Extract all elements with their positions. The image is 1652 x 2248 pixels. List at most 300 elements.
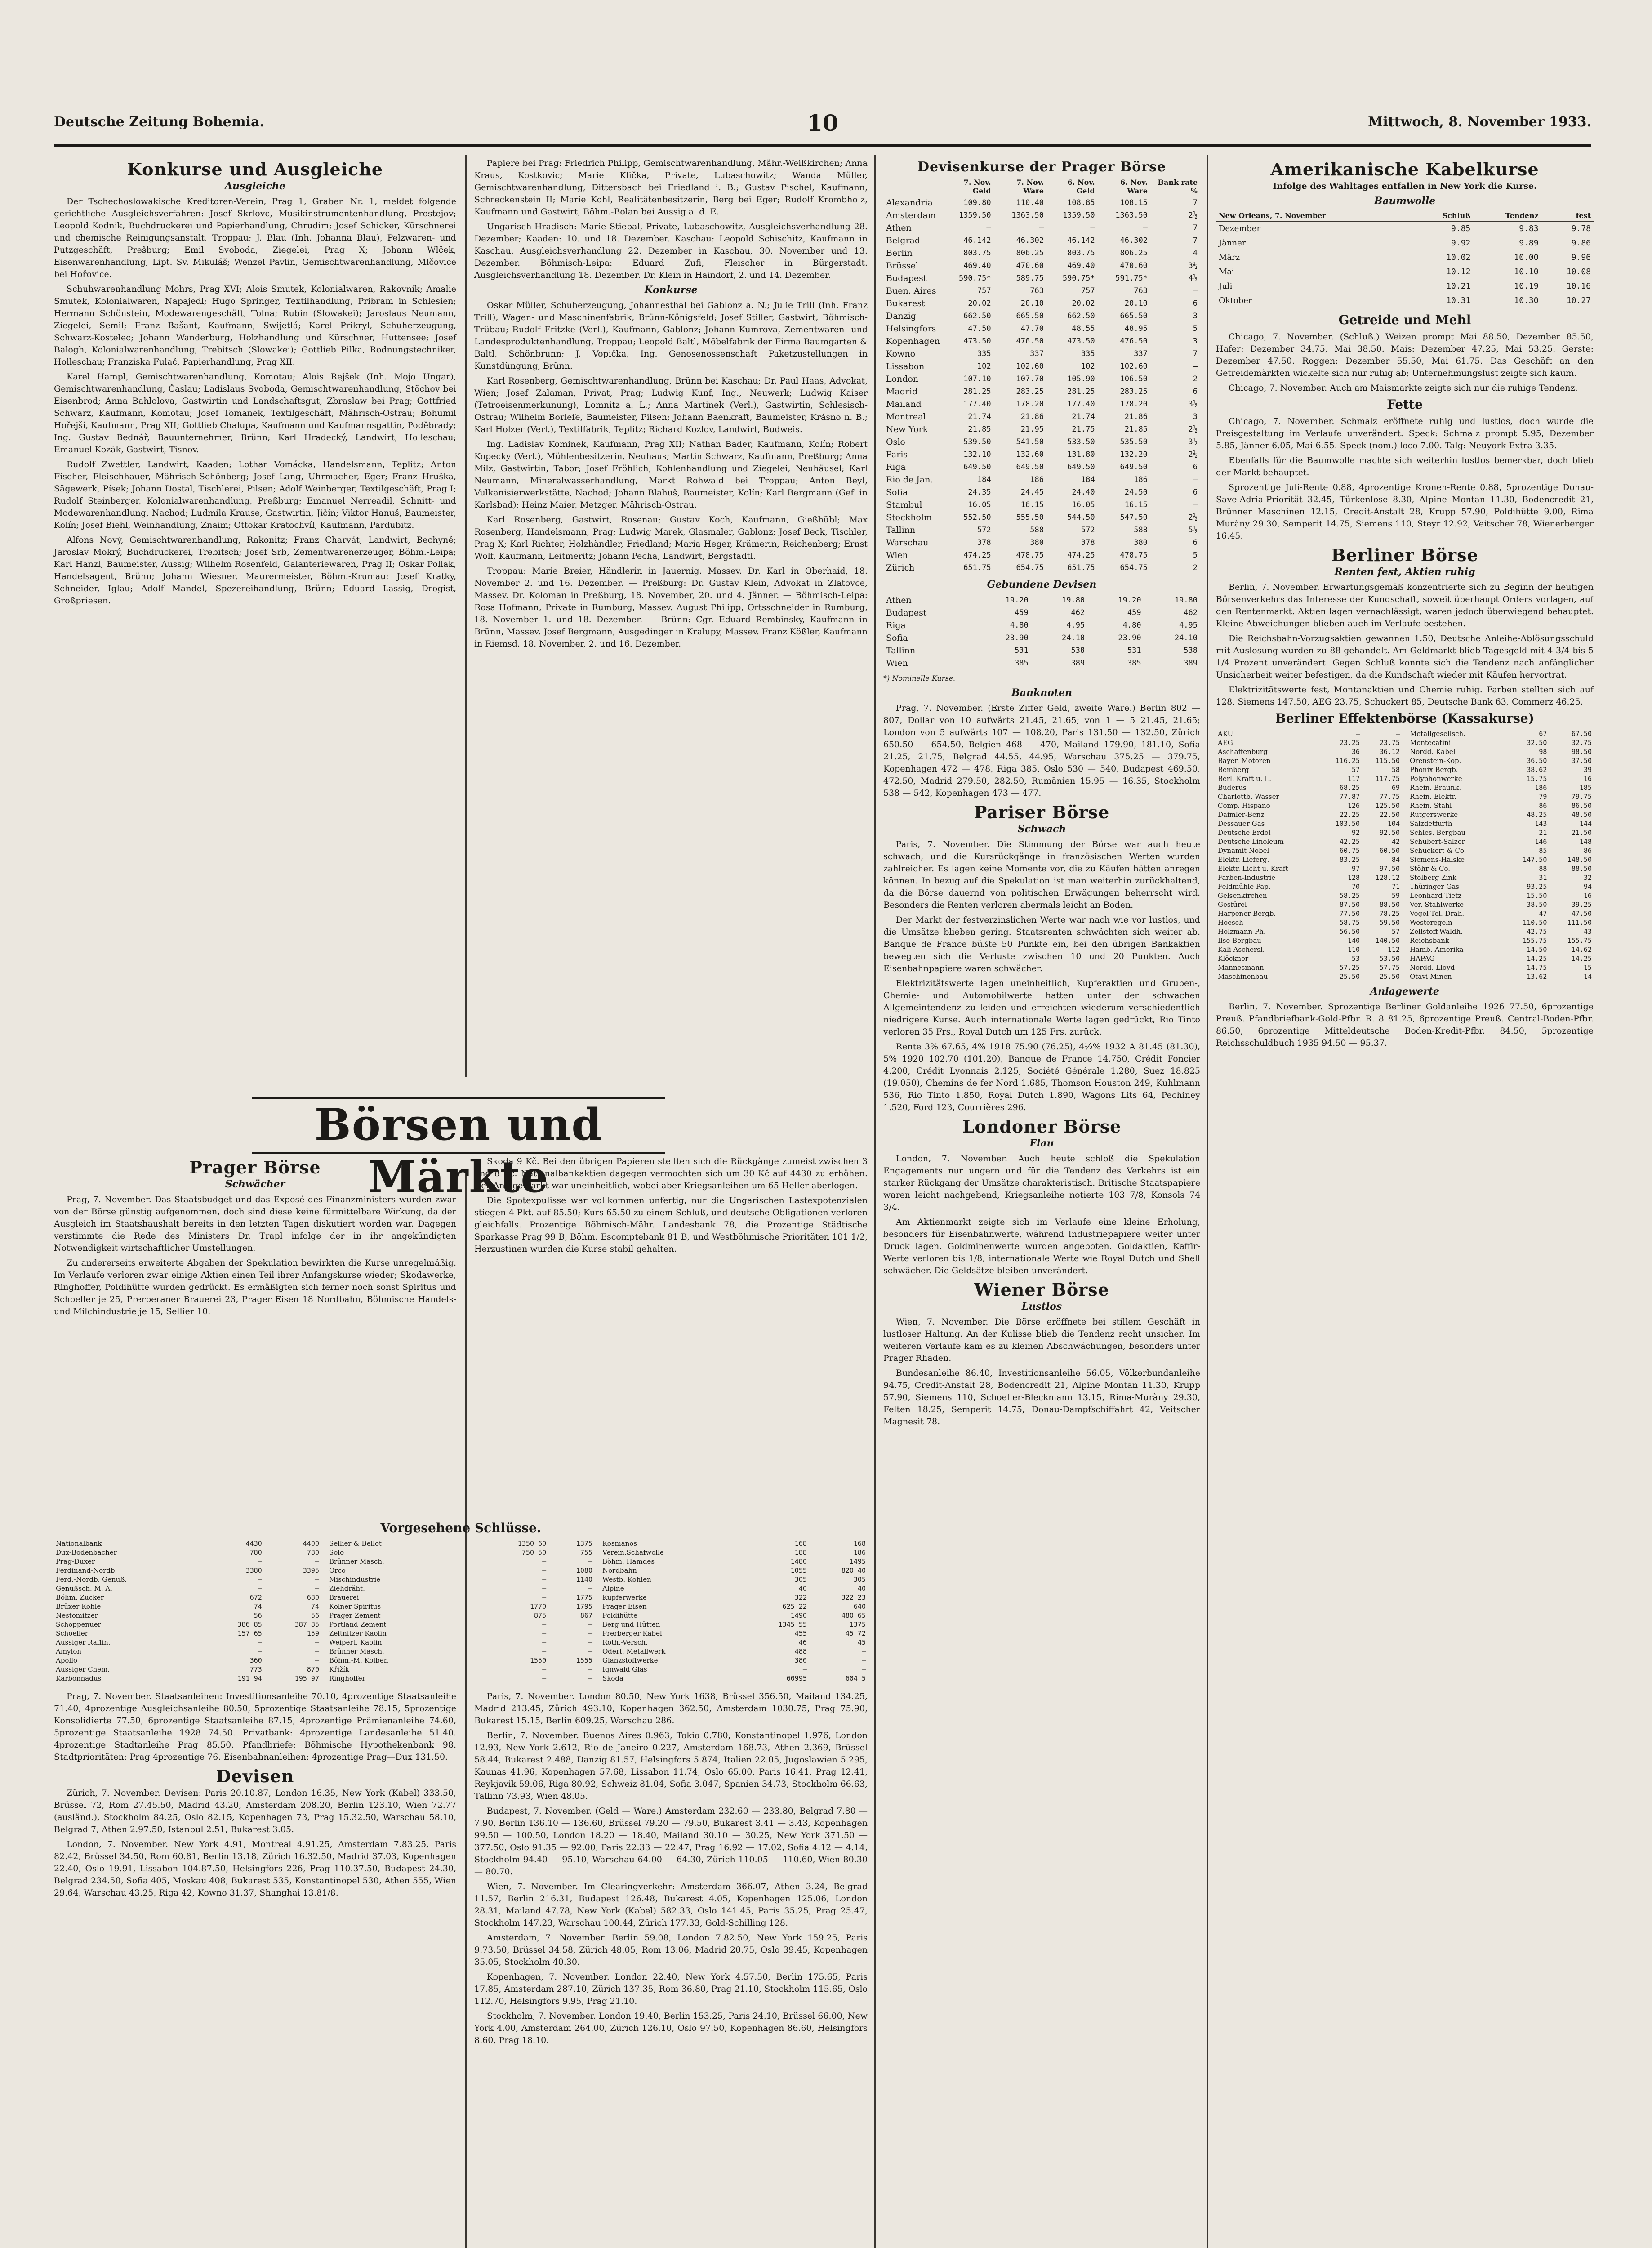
stock-row — [1408, 927, 1594, 936]
row-value: 4.95 — [1066, 621, 1085, 630]
fette-title: Fette — [1387, 397, 1423, 412]
row-value: 46.142 — [1067, 236, 1095, 245]
stock-row — [601, 1611, 868, 1620]
row-value: 1480 — [790, 1557, 807, 1566]
row-value: 56.50 — [1339, 928, 1360, 936]
row-label: Berl. Kraft u. L. — [1218, 775, 1271, 783]
row-label: Wien — [886, 658, 908, 668]
table-row — [883, 234, 1200, 247]
row-value: — — [986, 223, 991, 232]
row-value: 283.25 — [1016, 387, 1044, 396]
row-value: 23.75 — [1379, 739, 1400, 747]
stock-row — [327, 1539, 594, 1548]
row-value: 19.80 — [1061, 596, 1085, 605]
stock-row — [54, 1611, 321, 1620]
newspaper-name: Deutsche Zeitung Bohemia. — [54, 114, 264, 130]
row-value: 159 — [307, 1629, 319, 1637]
row-label: Ferdinand-Nordb. — [56, 1566, 117, 1574]
table-row — [883, 594, 1200, 607]
table-row — [883, 373, 1200, 385]
row-value: 7 — [1193, 236, 1198, 245]
article-paragraph: Bundesanleihe 86.40, Investitionsanleihe 56.05, Völkerbundanleihe 94.75, Credit-Anstalt 28, Bodencredit 21, Alpine Montan 11.30, Krupp 57.90, Siemens 110, Schoeller-Bleckmann 13.15, Rima-Muràny 29.30, Felten 18.25, Semperit 14.75, Donau-Dampfschiffahrt 42, Veitscher Magnesit 78. — [883, 1368, 1200, 1427]
row-label: HAPAG — [1410, 955, 1435, 963]
row-value: 10.12 — [1446, 267, 1471, 277]
stock-row — [601, 1584, 868, 1593]
row-value: 102.60 — [1120, 362, 1148, 371]
stock-row — [1216, 819, 1402, 828]
row-value: — — [588, 1557, 592, 1566]
row-value: 103.50 — [1335, 820, 1360, 828]
row-value: 16 — [1583, 892, 1592, 900]
row-value: 649.50 — [1067, 463, 1095, 472]
table-header-row — [883, 178, 1200, 196]
row-value: 19.20 — [1118, 596, 1141, 605]
stock-row — [1216, 900, 1402, 909]
row-value: 108.15 — [1120, 198, 1148, 207]
table-row — [883, 423, 1200, 436]
row-value: 1080 — [576, 1566, 592, 1574]
stock-row — [1408, 774, 1594, 783]
row-label: Sofia — [886, 633, 908, 643]
stock-row — [601, 1548, 868, 1557]
column-2 — [474, 157, 868, 653]
amerikanische-intro: Infolge des Wahltages entfallen in New York die Kurse. — [1273, 181, 1537, 191]
row-label: Aussiger Chem. — [56, 1665, 110, 1673]
effekten-title: Berliner Effektenbörse (Kassakurse) — [1275, 711, 1534, 726]
row-value: — — [258, 1575, 262, 1583]
article-paragraph: Troppau: Marie Breier, Händlerin in Jauernig. Massev. Dr. Karl in Oberhaid, 18. November 2. und 16. Dezember. — Preßburg: Dr. Gustav Klein, Advokat in Zlatovce, Massev. Dr. Koloman in Preßburg, 18. November, 20. und 4. Jänner. — Böhmisch-Leipa: Rosa Hofmann, Private in Rumburg, Massev. August Philipp, Ortsschneider in Rumburg, 18. November 1. und 18. Dezember. — Brünn: Cgr. Eduard Rembinsky, Kaufmann in Brünn, Massev. Josef Bergmann, Ausgedinger in Kralupy, Massev. Franz Kößler, Kaufmann in Riemsd. 18. November, 2. und 16. Dezember. — [474, 566, 868, 649]
row-label: Ziehdräht. — [329, 1584, 365, 1592]
row-value: 7 — [1193, 198, 1198, 207]
stock-row — [1408, 837, 1594, 846]
row-value: — — [588, 1647, 592, 1655]
anlage-title: Anlagewerte — [1370, 986, 1439, 997]
row-label: Thüringer Gas — [1410, 883, 1459, 891]
row-value: 128 — [1347, 874, 1360, 882]
row-value: 803.75 — [1067, 249, 1095, 258]
row-value: 755 — [580, 1548, 592, 1557]
devisen-cont — [474, 1690, 868, 2049]
row-value: 10.10 — [1514, 267, 1539, 277]
row-label: Stolberg Zink — [1410, 874, 1457, 882]
row-value: 651.75 — [963, 563, 991, 572]
row-label: Schles. Bergbau — [1410, 829, 1466, 837]
row-label: Reichsbank — [1410, 937, 1450, 945]
row-value: 1140 — [576, 1575, 592, 1583]
stock-row — [327, 1602, 594, 1611]
row-value: 305 — [853, 1575, 866, 1583]
row-value: 10.02 — [1446, 253, 1471, 262]
row-value: 168 — [853, 1539, 866, 1548]
row-label: Berg und Hütten — [602, 1620, 660, 1628]
row-label: Daimler-Benz — [1218, 811, 1265, 819]
row-value: 42.25 — [1339, 838, 1360, 846]
row-value: 387 85 — [294, 1620, 319, 1628]
row-value: — — [588, 1584, 592, 1592]
row-label: Siemens-Halske — [1410, 856, 1465, 864]
row-value: 3½ — [1188, 400, 1198, 409]
row-label: Verein.Schafwolle — [602, 1548, 664, 1557]
table-row — [883, 562, 1200, 574]
row-value: 3 — [1193, 412, 1198, 421]
row-value: 184 — [1081, 475, 1095, 484]
row-value: 1350 60 — [517, 1539, 547, 1548]
row-value: — — [258, 1584, 262, 1592]
row-value: 283.25 — [1120, 387, 1148, 396]
row-value: 116.25 — [1335, 757, 1360, 765]
row-value: 473.50 — [963, 337, 991, 346]
row-value: 36 — [1352, 748, 1360, 756]
row-label: Dessauer Gas — [1218, 820, 1265, 828]
row-value: 77.87 — [1339, 793, 1360, 801]
row-value: — — [315, 1557, 319, 1566]
stock-row — [601, 1539, 868, 1548]
row-label: Amylon — [56, 1647, 82, 1655]
row-value: 649.50 — [1120, 463, 1148, 472]
stock-row — [1216, 909, 1402, 918]
row-value: 16.05 — [968, 500, 991, 509]
row-label: Madrid — [886, 387, 918, 397]
row-value: 1490 — [790, 1611, 807, 1619]
row-value: 531 — [1127, 646, 1141, 655]
row-value: 32 — [1583, 874, 1592, 882]
row-value: 672 — [249, 1593, 262, 1601]
row-value: 39 — [1583, 766, 1592, 774]
row-label: Metallgesellsch. — [1410, 730, 1465, 738]
row-value: 462 — [1184, 608, 1198, 617]
article-paragraph: Der Tschechoslowakische Kreditoren-Verein, Prag 1, Graben Nr. 1, meldet folgende gerichtliche Ausgleichsverfahren: Josef Skrlovc, Musikinstrumentenhandlung, Prostejov; Leopold Kodnik, Buchdruckerei und Papierhandlung, Chrudim; Josef Schicker, Kürschnerei und chemische Reinigungsanstalt, Troppau; J. Blau (Inh. Johanna Blau), Pelzwaren- und Putzgeschäft, Prešburg; Emil Svoboda, Ziegelei, Prag X; Johann Wlček, Eisenwarenhandlung, Lipt. Sv. Mikuláš; Wenzel Pavlin, Gemischtwarenhandlung, Mlčovice bei Hořovice. — [54, 196, 456, 279]
row-value: 88 — [1539, 865, 1547, 873]
row-value: 14.50 — [1527, 946, 1547, 954]
table-row — [883, 410, 1200, 423]
row-label: Danzig — [886, 311, 917, 321]
row-value: 112 — [1387, 946, 1400, 954]
table-row — [883, 222, 1200, 234]
issue-date: Mittwoch, 8. November 1933. — [1368, 114, 1591, 130]
row-value: — — [542, 1620, 547, 1628]
row-value: 144 — [1579, 820, 1592, 828]
row-value: 1795 — [576, 1602, 592, 1610]
row-value: 1550 — [530, 1656, 547, 1664]
row-value: 21.74 — [968, 412, 991, 421]
row-label: Zürich — [886, 563, 915, 573]
stock-row — [1216, 891, 1402, 900]
stock-row — [601, 1620, 868, 1629]
row-value: 1375 — [576, 1539, 592, 1548]
row-value: 6 — [1193, 463, 1198, 472]
table-row — [883, 322, 1200, 335]
table-row — [883, 285, 1200, 297]
staatsanleihen — [54, 1690, 456, 1902]
stock-row — [1408, 909, 1594, 918]
row-value: 15.75 — [1527, 775, 1547, 783]
row-value: 15.50 — [1527, 892, 1547, 900]
row-value: 70 — [1352, 883, 1360, 891]
row-value: 186 — [1535, 784, 1547, 792]
row-value: 45 — [857, 1638, 866, 1646]
table-row — [883, 499, 1200, 511]
row-value: 98 — [1539, 748, 1547, 756]
row-value: 470.60 — [1120, 261, 1148, 270]
row-value: 22.50 — [1379, 811, 1400, 819]
row-value: 459 — [1015, 608, 1029, 617]
row-value: 385 — [1015, 659, 1029, 668]
row-value: 470.60 — [1016, 261, 1044, 270]
row-label: Leonhard Tietz — [1410, 892, 1462, 900]
stock-row — [1408, 855, 1594, 864]
table-row — [883, 297, 1200, 310]
row-value: 148.50 — [1567, 856, 1592, 864]
row-value: 3 — [1193, 337, 1198, 346]
prager-boerse-subtitle: Schwächer — [225, 1178, 285, 1190]
row-value: — — [1193, 500, 1198, 509]
row-value: 654.75 — [1120, 563, 1148, 572]
banknoten-title: Banknoten — [1011, 687, 1072, 699]
row-value: 77.50 — [1339, 910, 1360, 918]
row-value: 132.20 — [1120, 450, 1148, 459]
row-value: 360 — [249, 1656, 262, 1664]
row-value: 9.78 — [1571, 224, 1591, 233]
row-value: 10.08 — [1566, 267, 1591, 277]
row-value: 58.75 — [1339, 919, 1360, 927]
row-value: 14.25 — [1571, 955, 1592, 963]
column-header: fest — [1541, 210, 1594, 221]
row-value: 104 — [1387, 820, 1400, 828]
row-label: Harpener Bergb. — [1218, 910, 1276, 918]
row-value: — — [1143, 223, 1148, 232]
article-paragraph: Die Spotexpulisse war vollkommen unfertig, nur die Ungarischen Lastexpotenzialen stiegen 4 Pkt. auf 85.50; Kurs 65.50 zu einem Schluß, und deutsche Obligationen verloren gleichfalls. Prozentige Böhmisch-Mähr. Landesbank 78, die Prozentige Städtische Sparkasse Prag 99 B, Böhm. Escomptebank 81 B, und Westböhmische Prioritäten 101 1/2, Herzustinen wurden die Kurse stabil gehalten. — [474, 1195, 868, 1254]
row-value: 46 — [798, 1638, 807, 1646]
row-value: 185 — [1579, 784, 1592, 792]
row-value: 47.50 — [1571, 910, 1592, 918]
row-value: 3380 — [245, 1566, 262, 1574]
prager-boerse-cont — [474, 1155, 868, 1258]
row-value: 148 — [1579, 838, 1592, 846]
row-value: 820 40 — [841, 1566, 866, 1574]
article-paragraph: Prag, 7. November. Staatsanleihen: Investitionsanleihe 70.10, 4prozentige Staatsanleihe 71.40, 4prozentige Ausgleichsanleihe 80.50, 5prozentige Staatsanleihe 78.15, 5prozentige Konsolidierte 77.50, 6prozentige Staatsanleihe 87.15, 4prozentige Prämienanleihe 74.60, 5prozentige Staatsanleihe 1928 74.50. Privatbank: 4prozentige Landesanleihe 51.40. 4prozentige Stadtanleihe Prag 85.50. Pfandbriefe: Böhmische Hypothekenbank 98. Stadtprioritäten: Prag 4prozentige 76. Eisenbahnanleihen: 4prozentige Prag—Dux 131.50. — [54, 1691, 456, 1762]
row-value: 591.75* — [1115, 274, 1148, 283]
row-value: 9.85 — [1451, 224, 1471, 233]
row-label: Montecatini — [1410, 739, 1451, 747]
row-value: 9.96 — [1571, 253, 1591, 262]
row-label: Warschau — [886, 538, 929, 548]
row-value: 32.50 — [1527, 739, 1547, 747]
row-value: 24.50 — [1124, 488, 1148, 497]
row-label: Tallinn — [886, 646, 916, 656]
stock-row — [327, 1557, 594, 1566]
article-paragraph: Amsterdam, 7. November. Berlin 59.08, London 7.82.50, New York 159.25, Paris 9.73.50, Brüssel 34.58, Zürich 48.05, Rom 13.06, Madrid 20.75, Oslo 39.45, Kopenhagen 35.05, Stockholm 40.30. — [474, 1933, 868, 1967]
row-label: März — [1219, 253, 1240, 262]
row-label: Elektr. Lieferg. — [1218, 856, 1269, 864]
row-value: 806.25 — [1016, 249, 1044, 258]
row-label: Kali Aschersl. — [1218, 946, 1265, 954]
row-value: 750 50 — [521, 1548, 547, 1557]
column-4 — [1216, 157, 1594, 1052]
row-label: Amsterdam — [886, 210, 936, 220]
row-value: 5 — [1193, 324, 1198, 333]
row-value: 36.50 — [1527, 757, 1547, 765]
table-row — [883, 196, 1200, 209]
row-value: 589.75 — [1016, 274, 1044, 283]
row-value: 763 — [1134, 286, 1148, 295]
row-value: 177.40 — [963, 400, 991, 409]
row-value: 58 — [1391, 766, 1400, 774]
row-value: 2½ — [1188, 450, 1198, 459]
row-value: 640 — [853, 1602, 866, 1610]
row-value: 806.25 — [1120, 249, 1148, 258]
row-value: 4430 — [245, 1539, 262, 1548]
table-row — [883, 360, 1200, 373]
article-paragraph: Elektrizitätswerte lagen uneinheitlich, Kupferaktien und Gruben-, Chemie- und Automobilwerte hatten unter der schwachen Allgemeintendenz zu leiden und erreichten wiederum verschiedentlich niedrigere Kurse. Auch internationale Werte lagen gedrückt, Rio Tinto verloren 35 Frs., Royal Dutch um 125 Frs. zurück. — [883, 978, 1200, 1037]
row-value: — — [315, 1584, 319, 1592]
row-value: 24.10 — [1061, 633, 1085, 642]
row-value: 386 85 — [237, 1620, 262, 1628]
row-value: 7 — [1193, 223, 1198, 232]
row-label: Alexandria — [886, 198, 933, 208]
row-label: Rhein. Braunk. — [1410, 784, 1461, 792]
row-label: Stockholm — [886, 513, 932, 522]
stock-row — [1216, 954, 1402, 963]
row-label: Kolner Spiritus — [329, 1602, 381, 1610]
row-value: — — [542, 1593, 547, 1601]
row-value: — — [861, 1665, 866, 1673]
article-paragraph: Chicago, 7. November. (Schluß.) Weizen prompt Mai 88.50, Dezember 85.50, Hafer: Dezember 34.75, Mai 38.50. Mais: Dezember 47.25, Mai 53.25. Gerste: Dezember 47.50. Roggen: Dezember 55.50, Mai 61.75. Das Geschäft an den Getreidemärkten wickelte sich nur ruhig ab; Unternehmungslust zeigte sich kaum. — [1216, 332, 1594, 378]
article-paragraph: Budapest, 7. November. (Geld — Ware.) Amsterdam 232.60 — 233.80, Belgrad 7.80 — 7.90, Berlin 136.10 — 136.60, Brüssel 79.20 — 79.50, Bukarest 3.41 — 3.43, Kopenhagen 99.50 — 100.50, London 18.20 — 18.40, Mailand 30.10 — 30.25, New York 371.50 — 377.50, Oslo 91.35 — 92.00, Paris 22.33 — 22.47, Prag 16.92 — 17.02, Sofia 4.12 — 4.14, Stockholm 94.40 — 95.10, Warschau 64.00 — 64.30, Zürich 110.05 — 110.60, Wien 80.30 — 80.70. — [474, 1806, 868, 1877]
stock-row — [1408, 846, 1594, 855]
article-paragraph: Zürich, 7. November. Devisen: Paris 20.10.87, London 16.35, New York (Kabel) 333.50, Brüssel 72, Rom 27.45.50, Madrid 43.20, Amsterdam 208.20, Berlin 123.10, Wien 72.77 (ausländ.), Stockholm 84.25, Oslo 82.15, Kopenhagen 73, Prag 15.32.50, Warschau 58.10, Belgrad 7, Athen 2.97.50, Istanbul 2.51, Bukarest 3.05. — [54, 1788, 456, 1834]
table-row — [883, 398, 1200, 410]
row-label: Westb. Kohlen — [602, 1575, 651, 1583]
stock-row — [1408, 819, 1594, 828]
table-row — [1216, 279, 1594, 294]
row-value: — — [588, 1674, 592, 1682]
row-value: 544.50 — [1067, 513, 1095, 522]
stock-row — [1216, 882, 1402, 891]
row-value: 389 — [1071, 659, 1085, 668]
row-label: Budapest — [886, 608, 927, 618]
row-value: 84 — [1391, 856, 1400, 864]
page-number: 10 — [807, 110, 838, 136]
londoner-subtitle: Flau — [1029, 1137, 1054, 1149]
konkurse-title: Konkurse und Ausgleiche — [127, 159, 383, 179]
article-paragraph: Sprozentige Juli-Rente 0.88, 4prozentige Kronen-Rente 0.88, 5prozentige Donau-Save-Adria-Priorität 32.45, Türkenlose 8.30, Alpine Montan 11.30, Bodencredit 21, Brünner Maschinen 12.15, Credit-Anstalt 28, Krupp 57.90, Poldihütte 9.00, Rima Muràny 29.30, Semperit 14.75, Siemens 110, Steyr 12.92, Veitscher 78, Wienerberger 16.45. — [1216, 482, 1594, 541]
row-value: 9.89 — [1519, 238, 1539, 248]
table-row — [1216, 294, 1594, 308]
row-value: 478.75 — [1120, 551, 1148, 560]
row-label: Schubert-Salzer — [1410, 838, 1465, 846]
row-value: 126 — [1347, 802, 1360, 810]
row-value: 6 — [1193, 538, 1198, 547]
article-paragraph: Ungarisch-Hradisch: Marie Stiebal, Private, Lubaschowitz, Ausgleichsverhandlung 28. Dezember; Kaaden: 10. und 18. Dezember. Kaschau: Leopold Schischitz, Kaufmann in Kaschau. Ausgleichsverhandlung 22. Dezember in Kaschau, 30. November und 13. Dezember. Böhmisch-Leipa: Eduard Zufi, Fleischer in Bürgerstadt. Ausgleichsverhandlung 18. Dezember. Dr. Klein in Haindorf, 2. und 14. Dezember. — [474, 222, 868, 280]
stock-row — [1216, 747, 1402, 756]
stock-row — [54, 1665, 321, 1674]
row-value: 337 — [1030, 349, 1044, 358]
row-value: 20.10 — [1020, 299, 1044, 308]
row-value: 322 — [794, 1593, 807, 1601]
row-value: 86 — [1583, 847, 1592, 855]
row-label: Prager Eisen — [602, 1602, 647, 1610]
row-value: 10.21 — [1446, 281, 1471, 291]
row-label: Feldmühle Pap. — [1218, 883, 1271, 891]
row-value: 1359.50 — [958, 211, 991, 220]
row-value: — — [258, 1638, 262, 1646]
stock-row — [601, 1665, 868, 1674]
row-value: 572 — [977, 526, 991, 535]
stock-row — [327, 1566, 594, 1575]
row-value: 155.75 — [1523, 937, 1547, 945]
table-row — [883, 607, 1200, 619]
row-value: 88.50 — [1571, 865, 1592, 873]
row-value: 32.75 — [1571, 739, 1592, 747]
row-value: 31 — [1539, 874, 1547, 882]
row-value: 380 — [794, 1656, 807, 1664]
row-value: — — [542, 1647, 547, 1655]
row-label: Riga — [886, 462, 906, 472]
stock-row — [327, 1620, 594, 1629]
column-header: New Orleans, 7. November — [1216, 210, 1414, 221]
column-rule — [874, 155, 876, 2248]
row-label: Helsingfors — [886, 324, 936, 334]
row-value: — — [315, 1656, 319, 1664]
row-value: — — [1356, 730, 1360, 738]
row-label: Elektr. Licht u. Kraft — [1218, 865, 1288, 873]
row-value: 538 — [1184, 646, 1198, 655]
stock-row — [54, 1638, 321, 1647]
row-label: Mailand — [886, 399, 922, 409]
row-label: Portland Zement — [329, 1620, 387, 1628]
row-value: 132.60 — [1016, 450, 1044, 459]
stock-row — [601, 1674, 868, 1683]
stock-row — [1408, 810, 1594, 819]
prager-boerse-title: Prager Börse — [189, 1157, 321, 1178]
stock-row — [54, 1593, 321, 1602]
row-value: 16 — [1583, 775, 1592, 783]
article-paragraph: Der Markt der festverzinslichen Werte war nach wie vor lustlos, und die Umsätze blieben gering. Staatsrenten schwächten sich weiter ab. Banque de France büßte 50 Punkte ein, bei den übrigen Bankaktien bewegten sich die Verluste zwischen 10 und 20 Punkten. Auch Eisenbahnpapiere waren schwächer. — [883, 915, 1200, 973]
row-value: 108.85 — [1067, 198, 1095, 207]
row-value: 1345 55 — [778, 1620, 807, 1628]
stock-row — [1408, 963, 1594, 972]
stock-row — [1408, 747, 1594, 756]
article-paragraph: London, 7. November. New York 4.91, Montreal 4.91.25, Amsterdam 7.83.25, Paris 82.42, Brüssel 34.50, Rom 60.81, Berlin 13.18, Zürich 16.32.50, Madrid 37.03, Kopenhagen 22.40, Oslo 19.91, Lissabon 104.87.50, Helsingfors 226, Prag 110.37.50, Budapest 24.30, Belgrad 234.50, Sofia 405, Moskau 408, Bukarest 535, Konstantinopel 530, Athen 555, Wien 29.64, Warschau 43.25, Riga 42, Kowno 31.37, Shanghai 13.81/8. — [54, 1839, 456, 1898]
table-row — [883, 247, 1200, 259]
row-value: 535.50 — [1120, 437, 1148, 446]
row-label: Lissabon — [886, 361, 925, 371]
article-paragraph: Paris, 7. November. Die Stimmung der Börse war auch heute schwach, und die Kursrückgänge in französischen Werten wurden zahlreicher. Es lagen keine Momente vor, die zu Käufen hätten anregen können. In bezug auf die Spekulation ist man weiterhin zurückhaltend, da die Börse dauernd von politischen Erwägungen beherrscht wird. Besonders die Renten verloren abermals leicht an Boden. — [883, 839, 1200, 910]
row-label: Prerberger Kabel — [602, 1629, 662, 1637]
stock-row — [1408, 972, 1594, 981]
stock-row — [1408, 729, 1594, 738]
article-paragraph: Wien, 7. November. Im Clearingverkehr: Amsterdam 366.07, Athen 3.24, Belgrad 11.57, Berlin 216.31, Budapest 126.48, Bukarest 4.05, Kopenhagen 125.06, London 28.31, Mailand 47.78, New York (Kabel) 582.33, Oslo 141.45, Paris 35.25, Prag 25.47, Stockholm 147.23, Warschau 100.44, Zürich 177.33, Gold-Schilling 128. — [474, 1882, 868, 1928]
table-row — [883, 524, 1200, 536]
column-3 — [883, 157, 1200, 1431]
row-label: Schoeller — [56, 1629, 88, 1637]
stock-row — [1408, 945, 1594, 954]
stock-row — [327, 1665, 594, 1674]
row-label: AKU — [1218, 730, 1233, 738]
stock-row — [1216, 765, 1402, 774]
stock-row — [1216, 792, 1402, 801]
row-label: AEG — [1218, 739, 1233, 747]
row-value: — — [542, 1557, 547, 1566]
row-value: 538 — [1071, 646, 1085, 655]
row-label: Křižík — [329, 1665, 349, 1673]
row-value: 60.75 — [1339, 847, 1360, 855]
row-label: Buderus — [1218, 784, 1247, 792]
row-value: 867 — [580, 1611, 592, 1619]
stock-row — [327, 1548, 594, 1557]
column-rule — [465, 1169, 467, 2248]
row-label: Stöhr & Co. — [1410, 865, 1451, 873]
